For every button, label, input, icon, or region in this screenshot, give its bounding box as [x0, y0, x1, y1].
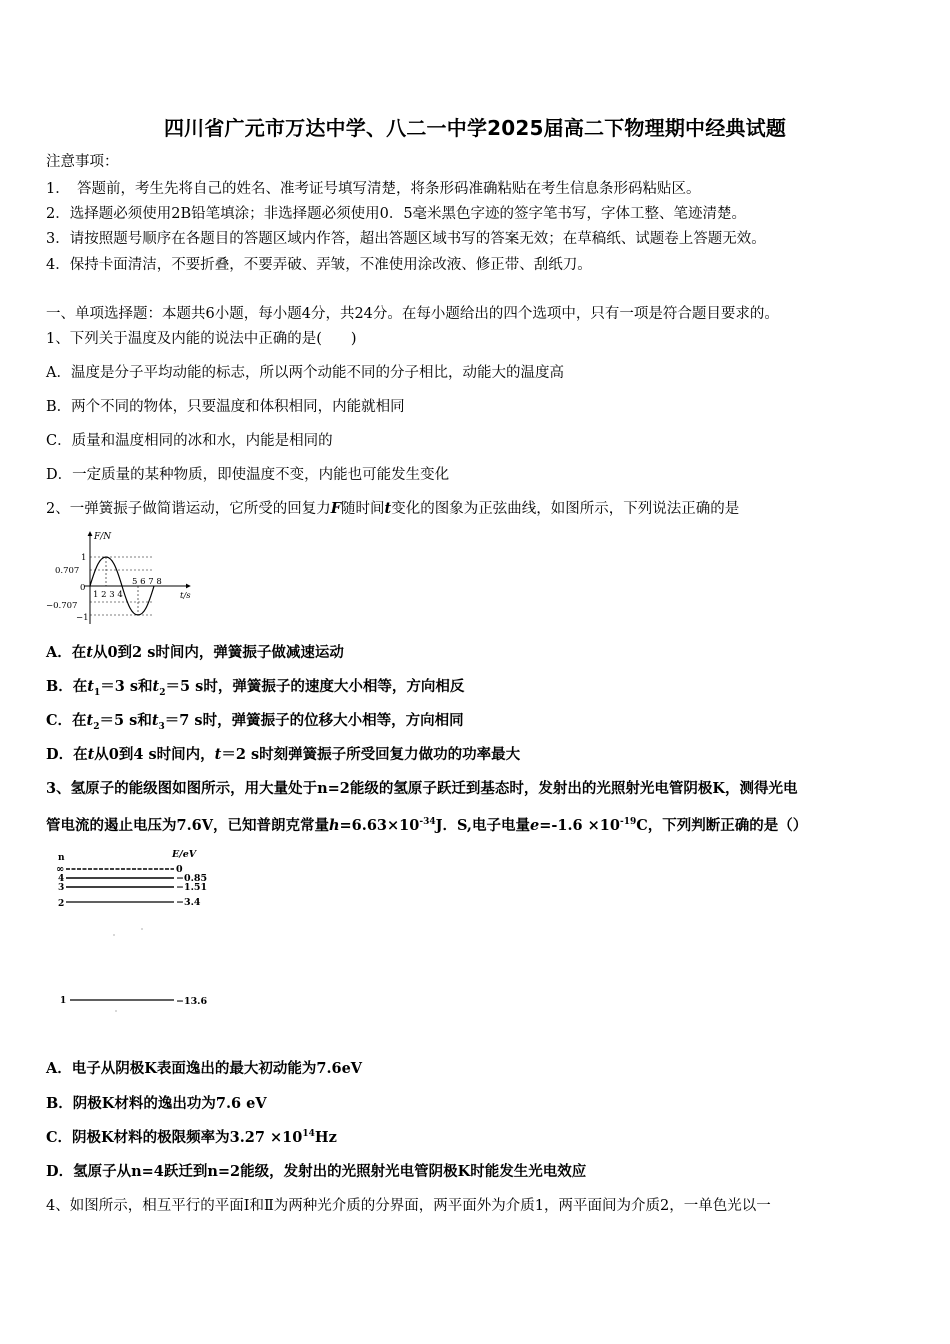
- notice-item-3: 3．请按照题号顺序在各题目的答题区域内作答，超出答题区域书写的答案无效；在草稿纸、试题卷上答题无效。: [46, 231, 766, 247]
- level-1-e: −13.6: [176, 996, 208, 1007]
- energy-label: E/eV: [172, 849, 197, 860]
- level-3-e: −1.51: [176, 882, 208, 893]
- q3-option-b: B．阴极K材料的逸出功为7.6 eV: [46, 1095, 267, 1112]
- level-2-e: −3.4: [176, 897, 201, 908]
- q1-option-a: A．温度是分子平均动能的标志，所以两个动能不同的分子相比，动能大的温度高: [46, 365, 564, 381]
- q2-stem: 2、一弹簧振子做简谐运动，它所受的回复力F随时间t变化的图象为正弦曲线，如图所示，下列说法正确的是: [46, 500, 740, 517]
- q1-option-d: D．一定质量的某种物质，即使温度不变，内能也可能发生变化: [46, 467, 450, 483]
- q4-stem: 4、如图所示，相互平行的平面Ⅰ和Ⅱ为两种光介质的分界面，两平面外为介质1，两平面间为介质2，一单色光以一: [46, 1198, 771, 1214]
- level-inf-e: 0: [176, 864, 183, 875]
- q2-option-b: B．在$t_1=3$ s和$t_2=5$ s时，弹簧振子的速度大小相等，方向相反: [46, 678, 465, 698]
- x-ticks-low: 1 2 3 4: [93, 590, 123, 600]
- notice-heading: 注意事项：: [46, 154, 119, 170]
- y-axis-label: F/N: [94, 532, 112, 542]
- notice-item-2: 2．选择题必须使用2B铅笔填涂；非选择题必须使用0．5毫米黑色字迹的签字笔书写，字体工整、笔迹清楚。: [46, 206, 747, 222]
- q2-option-a: A．在t从0到2 s时间内，弹簧振子做减速运动: [46, 644, 344, 661]
- q3-stem-line1: 3、氢原子的能级图如图所示，用大量处于n=2能级的氢原子跃迁到基态时，发射出的光照射光电管阴极K，测得光电: [46, 780, 798, 797]
- level-4-n: 4: [58, 874, 65, 884]
- level-2-n: 2: [58, 899, 65, 909]
- y-tick-0: 0: [80, 583, 86, 593]
- q1-option-c: C．质量和温度相同的冰和水，内能是相同的: [46, 433, 333, 449]
- page-title: 四川省广元市万达中学、八二一中学2025届高二下物理期中经典试题: [163, 116, 787, 140]
- notice-item-4: 4．保持卡面清洁，不要折叠，不要弄破、弄皱，不准使用涂改液、修正带、刮纸刀。: [46, 257, 592, 273]
- section-heading: 一、单项选择题：本题共6小题，每小题4分，共24分。在每小题给出的四个选项中，只有一项是符合题目要求的。: [46, 306, 779, 322]
- y-tick-1: 1: [81, 553, 87, 563]
- q1-option-b: B．两个不同的物体，只要温度和体积相同，内能就相同: [46, 399, 405, 415]
- q1-stem: 1、下列关于温度及内能的说法中正确的是( ): [46, 331, 357, 347]
- q3-stem-line2: 管电流的遏止电压为7.6V，已知普朗克常量$h=6.63\times 10^{-34}J$．S,电子电量$e=-1.6 \times 10^{-19}C$，下列判断正确的是（）: [46, 817, 808, 834]
- level-1-n: 1: [60, 996, 67, 1006]
- q3-energy-level-diagram: [54, 843, 224, 1013]
- y-tick-neg1: −1: [76, 613, 89, 623]
- level-4-e: −0.85: [176, 873, 208, 884]
- y-tick-0707: 0.707: [55, 566, 80, 576]
- q2-option-c: C．在$t_2=5$ s和$t_3=7$ s时，弹簧振子的位移大小相等，方向相同: [46, 712, 464, 732]
- notice-item-1: 1． 答题前，考生先将自己的姓名、准考证号填写清楚，将条形码准确粘贴在考生信息条形码粘贴区。: [46, 181, 701, 197]
- level-inf-n: ∞: [56, 864, 65, 875]
- q3-option-d: D．氢原子从n=4跃迁到n=2能级，发射出的光照射光电管阴极K时能发生光电效应: [46, 1163, 587, 1180]
- level-3-n: 3: [58, 883, 65, 893]
- x-ticks-high: 5 6 7 8: [132, 577, 162, 587]
- q3-option-a: A．电子从阴极K表面逸出的最大初动能为7.6eV: [46, 1060, 363, 1077]
- q2-force-time-graph: [44, 528, 204, 628]
- x-axis-label: t/s: [180, 591, 191, 601]
- n-label: n: [58, 853, 65, 863]
- y-tick-neg0707: −0.707: [46, 601, 78, 611]
- q2-option-d: D．在t从0到4 s时间内，t＝2 s时刻弹簧振子所受回复力做功的功率最大: [46, 746, 521, 763]
- q3-option-c: C．阴极K材料的极限频率为$3.27 \times 10^{14}Hz$: [46, 1129, 337, 1146]
